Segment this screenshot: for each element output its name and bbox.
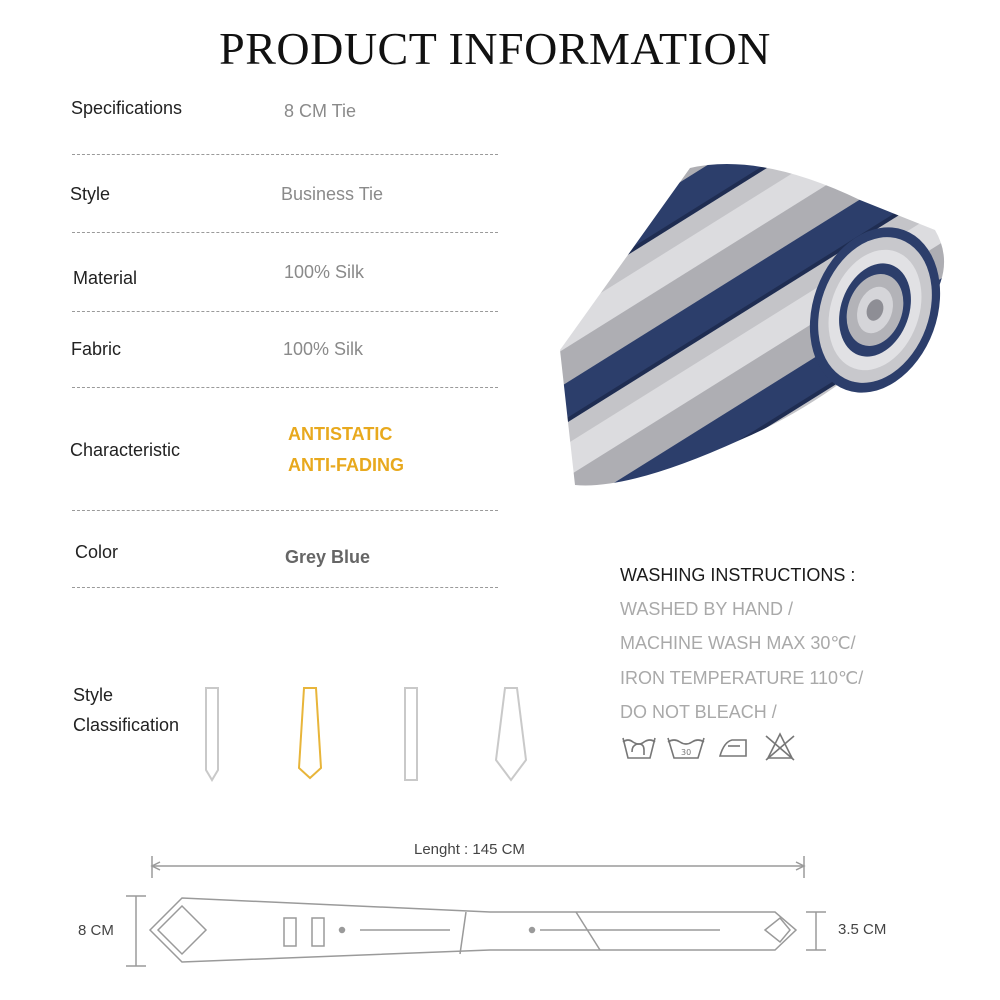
style-shape-wide — [496, 688, 526, 780]
divider — [72, 154, 498, 155]
washing-item: MACHINE WASH MAX 30℃/ — [620, 633, 856, 653]
washing-item: IRON TEMPERATURE 110℃/ — [620, 668, 864, 688]
spec-value-color: Grey Blue — [285, 547, 371, 567]
spec-value-material: 100% Silk — [284, 262, 365, 282]
spec-value-antistatic: ANTISTATIC — [288, 424, 393, 444]
divider — [72, 387, 498, 388]
washing-item: DO NOT BLEACH / — [620, 702, 777, 722]
style-classification-label-line1: Style — [73, 685, 114, 705]
style-classification-label-line2: Classification — [73, 715, 180, 735]
divider — [72, 510, 498, 511]
spec-label-characteristic: Characteristic — [70, 440, 181, 460]
divider — [72, 232, 498, 233]
spec-value-fabric: 100% Silk — [283, 339, 364, 359]
wide-end-label: 8 CM — [78, 922, 114, 939]
tie-label-patch — [284, 918, 296, 946]
hand-wash-icon — [623, 738, 655, 758]
style-shape-square — [405, 688, 417, 780]
spec-label-material: Material — [73, 268, 138, 288]
page-title: PRODUCT INFORMATION — [219, 23, 771, 74]
washing-item: WASHED BY HAND / — [620, 599, 794, 619]
divider — [72, 587, 498, 588]
wash-temp-label: 30 — [681, 748, 692, 757]
spec-label-fabric: Fabric — [71, 339, 122, 359]
divider — [72, 311, 498, 312]
tie-product-image — [540, 140, 990, 500]
length-label: Lenght : 145 CM — [414, 841, 525, 858]
spec-label-specifications: Specifications — [71, 98, 183, 118]
spec-label-color: Color — [75, 542, 119, 562]
do-not-bleach-icon — [766, 734, 794, 760]
washing-icons — [620, 728, 800, 764]
washing-heading: WASHING INSTRUCTIONS : — [620, 565, 856, 585]
tie-dimension-diagram — [120, 850, 840, 970]
style-classification-shapes — [190, 680, 540, 790]
spec-value-style: Business Tie — [281, 184, 384, 204]
spec-value-specifications: 8 CM Tie — [284, 101, 357, 121]
spec-label-style: Style — [70, 184, 111, 204]
iron-icon — [720, 740, 746, 756]
spec-value-anti-fading: ANTI-FADING — [288, 455, 404, 475]
style-shape-skinny — [206, 688, 218, 780]
narrow-end-label: 3.5 CM — [838, 921, 887, 938]
style-shape-classic — [299, 688, 321, 778]
